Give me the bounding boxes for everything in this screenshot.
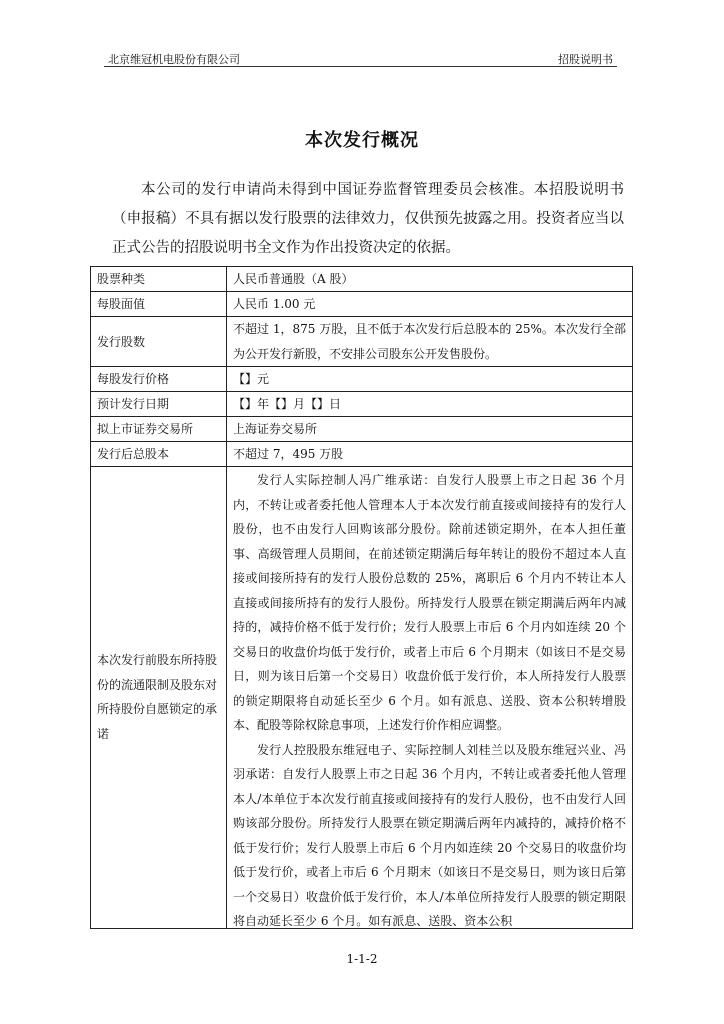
- offering-summary-table: [90, 266, 633, 929]
- table-row: [91, 417, 633, 442]
- lockup-paragraph-2: 发行人控股股东维冠电子、实际控制人刘桂兰以及股东维冠兴业、冯羽承诺：自发行人股票上市之日起 36 个月内，不转让或者委托他人管理本人/本单位于本次发行前直接或间接持有的发行人股份，也不由发行人回购该部分股份。所持发行人股票在锁定期满后两年内减持的，减持价格不低于发行价；发行人股票上市后 6 个月内如连续 20 个交易日的收盘价均低于发行价，或者上市后 6 个月期末（如该日不是交易日，则为该日后第一个交易日）收盘价低于发行价，本人/本单位所持发行人股票的锁定期限将自动延长至少 6 个月。如有派息、送股、资本公积: [233, 742, 626, 928]
- row-value-issue-price: 【】元: [227, 367, 633, 392]
- page-header: [104, 50, 617, 67]
- row-label-issue-price: 每股发行价格: [91, 367, 227, 392]
- page-title: 本次发行概况: [305, 130, 419, 151]
- row-label-issue-date: 预计发行日期: [91, 392, 227, 417]
- header-company: 北京维冠机电股份有限公司: [108, 53, 240, 66]
- row-value-par-value: 人民币 1.00 元: [227, 292, 633, 317]
- table-row: [91, 467, 633, 929]
- page-number: 1-1-2: [346, 952, 378, 966]
- row-label-total-shares: 发行后总股本: [91, 442, 227, 467]
- table-row: [91, 367, 633, 392]
- table-row: [91, 267, 633, 292]
- row-value-total-shares: 不超过 7，495 万股: [227, 442, 633, 467]
- lockup-text-wrap: [233, 468, 626, 928]
- intro-paragraph: 本公司的发行申请尚未得到中国证券监督管理委员会核准。本招股说明书（申报稿）不具有据以发行股票的法律效力，仅供预先披露之用。投资者应当以正式公告的招股说明书全文作为作出投资决定的依据。: [112, 182, 624, 256]
- row-value-issue-date: 【】年【】月【】日: [227, 392, 633, 417]
- row-value-lockup: [227, 467, 633, 929]
- table-row: [91, 442, 633, 467]
- lockup-paragraph-1: 发行人实际控制人冯广维承诺：自发行人股票上市之日起 36 个月内，不转让或者委托他人管理本人于本次发行前直接或间接持有的发行人股份，也不由发行人回购该部分股份。除前述锁定期外，在本人担任董事、高级管理人员期间，在前述锁定期满后每年转让的股份不超过本人直接或间接所持有的发行人股份总数的 25%，离职后 6 个月内不转让本人直接或间接所持有的发行人股份。所持发行人股票在锁定期满后两年内减持的，减持价格不低于发行价；发行人股票上市后 6 个月内如连续 20 个交易日的收盘价均低于发行价，或者上市后 6 个月期末（如该日不是交易日，则为该日后第一个交易日）收盘价低于发行价，本人所持发行人股票的锁定期限将自动延长至少 6 个月。如有派息、送股、资本公积转增股本、配股等除权除息事项，上述发行价作相应调整。: [233, 473, 626, 732]
- row-label-stock-type: 股票种类: [91, 267, 227, 292]
- table-row: [91, 317, 633, 367]
- row-label-par-value: 每股面值: [91, 292, 227, 317]
- row-value-shares-issued: 不超过 1，875 万股，且不低于本次发行后总股本的 25%。本次发行全部为公开发行新股，不安排公司股东公开发售股份。: [227, 317, 633, 367]
- row-label-lockup: 本次发行前股东所持股份的流通限制及股东对所持股份自愿锁定的承诺: [91, 467, 227, 929]
- row-value-exchange: 上海证券交易所: [227, 417, 633, 442]
- row-label-exchange: 拟上市证券交易所: [91, 417, 227, 442]
- row-value-stock-type: 人民币普通股（A 股）: [227, 267, 633, 292]
- table-row: [91, 292, 633, 317]
- row-label-shares-issued: 发行股数: [91, 317, 227, 367]
- table-row: [91, 392, 633, 417]
- header-doc-type: 招股说明书: [558, 53, 613, 66]
